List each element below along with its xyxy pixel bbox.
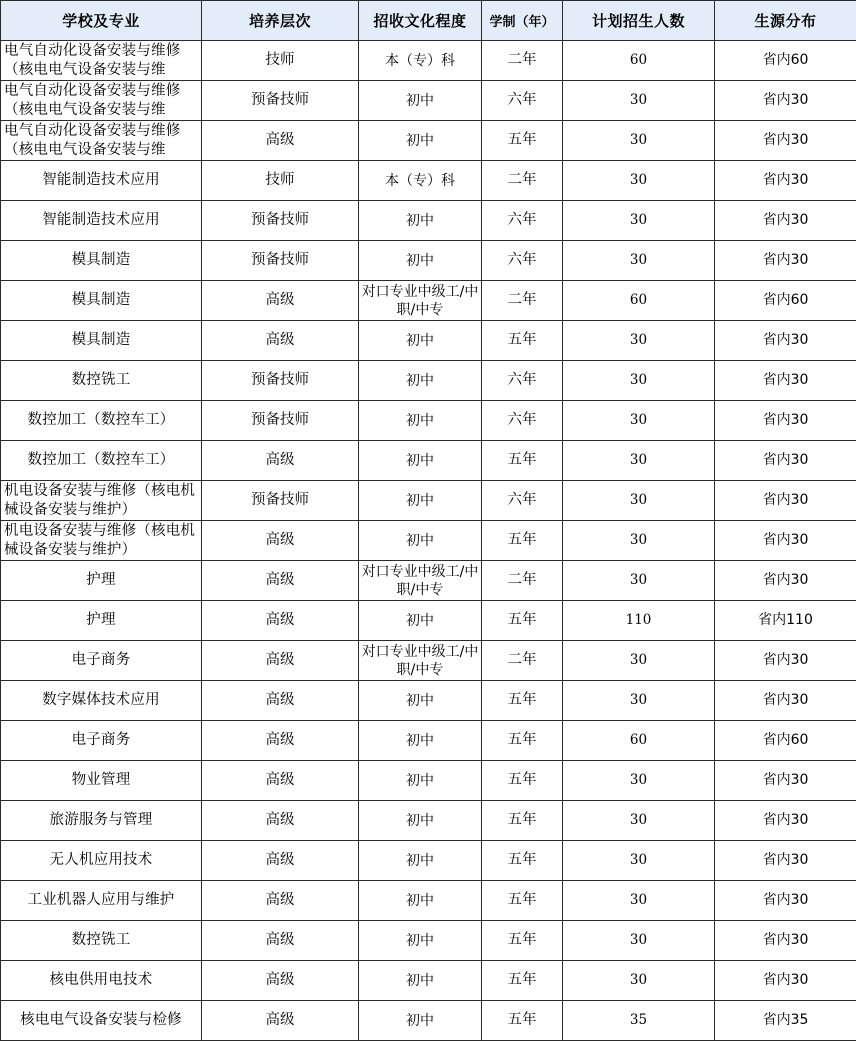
education-cell: 初中: [359, 361, 482, 401]
table-row: [1, 521, 856, 561]
count-cell: 30: [563, 441, 715, 481]
header-education: 招收文化程度: [359, 1, 482, 41]
table-row: [1, 841, 856, 881]
distribution-cell: 省内30: [715, 881, 856, 921]
distribution-cell: 省内110: [715, 601, 856, 641]
years-cell: 二年: [482, 281, 563, 321]
level-cell: 高级: [202, 681, 359, 721]
distribution-cell: 省内30: [715, 641, 856, 681]
count-cell: 30: [563, 881, 715, 921]
education-cell: 初中: [359, 241, 482, 281]
years-cell: 五年: [482, 721, 563, 761]
education-cell: 初中: [359, 681, 482, 721]
distribution-cell: 省内60: [715, 41, 856, 81]
header-count: 计划招生人数: [563, 1, 715, 41]
table-row: [1, 241, 856, 281]
level-cell: 高级: [202, 441, 359, 481]
table-row: [1, 561, 856, 601]
education-cell: 初中: [359, 441, 482, 481]
table-row: [1, 81, 856, 121]
years-cell: 五年: [482, 601, 563, 641]
years-cell: 二年: [482, 641, 563, 681]
level-cell: 高级: [202, 721, 359, 761]
table-row: [1, 721, 856, 761]
table-row: [1, 41, 856, 81]
education-cell: 对口专业中级工/中职/中专: [359, 281, 482, 321]
count-cell: 60: [563, 281, 715, 321]
count-cell: 30: [563, 361, 715, 401]
education-cell: 初中: [359, 961, 482, 1001]
distribution-cell: 省内30: [715, 921, 856, 961]
count-cell: 60: [563, 721, 715, 761]
major-cell: 电子商务: [1, 721, 202, 761]
level-cell: 高级: [202, 321, 359, 361]
major-text: 机电设备安装与维修（核电机械设备安装与维护）: [4, 522, 196, 558]
table-row: [1, 401, 856, 441]
table-header: [1, 1, 856, 41]
level-cell: 技师: [202, 161, 359, 201]
years-cell: 二年: [482, 41, 563, 81]
table-row: [1, 201, 856, 241]
distribution-cell: 省内30: [715, 561, 856, 601]
major-cell: 数控铣工: [1, 921, 202, 961]
major-cell: 模具制造: [1, 281, 202, 321]
table-row: [1, 281, 856, 321]
level-cell: 高级: [202, 881, 359, 921]
years-cell: 五年: [482, 1001, 563, 1041]
years-cell: 二年: [482, 561, 563, 601]
education-cell: 对口专业中级工/中职/中专: [359, 561, 482, 601]
distribution-cell: 省内60: [715, 721, 856, 761]
level-cell: 高级: [202, 921, 359, 961]
major-cell: 核电电气设备安装与检修: [1, 1001, 202, 1041]
years-cell: 五年: [482, 881, 563, 921]
education-cell: 初中: [359, 401, 482, 441]
table-body: [1, 41, 856, 1041]
distribution-cell: 省内35: [715, 1001, 856, 1041]
years-cell: 五年: [482, 801, 563, 841]
level-cell: 高级: [202, 961, 359, 1001]
years-cell: 二年: [482, 161, 563, 201]
years-cell: 五年: [482, 321, 563, 361]
major-cell: [1, 81, 202, 121]
count-cell: 30: [563, 521, 715, 561]
distribution-cell: 省内30: [715, 81, 856, 121]
education-cell: 初中: [359, 841, 482, 881]
count-cell: 30: [563, 801, 715, 841]
count-cell: 30: [563, 241, 715, 281]
distribution-cell: 省内30: [715, 241, 856, 281]
major-text: 电气自动化设备安装与维修（核电电气设备安装与维: [4, 122, 181, 158]
header-distribution: 生源分布: [715, 1, 856, 41]
years-cell: 五年: [482, 121, 563, 161]
major-cell: 物业管理: [1, 761, 202, 801]
table-row: [1, 321, 856, 361]
level-cell: 预备技师: [202, 401, 359, 441]
level-cell: 预备技师: [202, 201, 359, 241]
header-years: 学制（年）: [482, 1, 563, 41]
level-cell: 高级: [202, 561, 359, 601]
distribution-cell: 省内30: [715, 681, 856, 721]
level-cell: 高级: [202, 641, 359, 681]
level-cell: 高级: [202, 281, 359, 321]
level-cell: 高级: [202, 1001, 359, 1041]
education-cell: 初中: [359, 521, 482, 561]
level-cell: 预备技师: [202, 481, 359, 521]
table-row: [1, 1001, 856, 1041]
education-cell: 本（专）科: [359, 41, 482, 81]
major-cell: 数控加工（数控车工）: [1, 441, 202, 481]
years-cell: 六年: [482, 361, 563, 401]
major-cell: [1, 121, 202, 161]
header-row: [1, 1, 856, 41]
distribution-cell: 省内30: [715, 201, 856, 241]
count-cell: 30: [563, 681, 715, 721]
level-cell: 高级: [202, 121, 359, 161]
count-cell: 110: [563, 601, 715, 641]
distribution-cell: 省内30: [715, 801, 856, 841]
table-row: [1, 881, 856, 921]
count-cell: 30: [563, 761, 715, 801]
education-cell: 初中: [359, 601, 482, 641]
header-level: 培养层次: [202, 1, 359, 41]
education-cell: 初中: [359, 201, 482, 241]
count-cell: 30: [563, 161, 715, 201]
major-cell: 数控加工（数控车工）: [1, 401, 202, 441]
table-row: [1, 681, 856, 721]
major-text: 机电设备安装与维修（核电机械设备安装与维护）: [4, 482, 196, 518]
major-cell: 电子商务: [1, 641, 202, 681]
years-cell: 六年: [482, 201, 563, 241]
count-cell: 60: [563, 41, 715, 81]
level-cell: 高级: [202, 521, 359, 561]
major-cell: [1, 41, 202, 81]
years-cell: 五年: [482, 841, 563, 881]
major-cell: 数字媒体技术应用: [1, 681, 202, 721]
count-cell: 30: [563, 401, 715, 441]
education-cell: 初中: [359, 801, 482, 841]
distribution-cell: 省内30: [715, 521, 856, 561]
level-cell: 高级: [202, 761, 359, 801]
education-cell: 初中: [359, 721, 482, 761]
table-row: [1, 761, 856, 801]
education-cell: 初中: [359, 121, 482, 161]
years-cell: 五年: [482, 961, 563, 1001]
table-row: [1, 801, 856, 841]
major-cell: 护理: [1, 601, 202, 641]
major-cell: 模具制造: [1, 321, 202, 361]
education-cell: 初中: [359, 881, 482, 921]
major-cell: 模具制造: [1, 241, 202, 281]
count-cell: 30: [563, 321, 715, 361]
major-text: 电气自动化设备安装与维修（核电电气设备安装与维: [4, 82, 181, 118]
table-row: [1, 161, 856, 201]
distribution-cell: 省内60: [715, 281, 856, 321]
count-cell: 30: [563, 81, 715, 121]
count-cell: 30: [563, 641, 715, 681]
major-cell: 无人机应用技术: [1, 841, 202, 881]
count-cell: 30: [563, 921, 715, 961]
years-cell: 五年: [482, 521, 563, 561]
education-cell: 初中: [359, 481, 482, 521]
major-cell: 核电供用电技术: [1, 961, 202, 1001]
major-cell: 工业机器人应用与维护: [1, 881, 202, 921]
major-cell: 智能制造技术应用: [1, 161, 202, 201]
distribution-cell: 省内30: [715, 401, 856, 441]
table-row: [1, 361, 856, 401]
count-cell: 30: [563, 481, 715, 521]
distribution-cell: 省内30: [715, 481, 856, 521]
education-cell: 对口专业中级工/中职/中专: [359, 641, 482, 681]
distribution-cell: 省内30: [715, 841, 856, 881]
table-row: [1, 481, 856, 521]
distribution-cell: 省内30: [715, 761, 856, 801]
table-row: [1, 641, 856, 681]
level-cell: 高级: [202, 841, 359, 881]
major-cell: 数控铣工: [1, 361, 202, 401]
years-cell: 五年: [482, 761, 563, 801]
table-row: [1, 921, 856, 961]
table-row: [1, 121, 856, 161]
level-cell: 高级: [202, 601, 359, 641]
education-cell: 初中: [359, 1001, 482, 1041]
level-cell: 高级: [202, 801, 359, 841]
years-cell: 五年: [482, 921, 563, 961]
major-cell: [1, 481, 202, 521]
distribution-cell: 省内30: [715, 361, 856, 401]
education-cell: 初中: [359, 921, 482, 961]
years-cell: 六年: [482, 481, 563, 521]
count-cell: 30: [563, 561, 715, 601]
years-cell: 五年: [482, 441, 563, 481]
table-row: [1, 961, 856, 1001]
education-cell: 初中: [359, 321, 482, 361]
count-cell: 30: [563, 121, 715, 161]
major-cell: [1, 521, 202, 561]
level-cell: 预备技师: [202, 241, 359, 281]
years-cell: 六年: [482, 241, 563, 281]
distribution-cell: 省内30: [715, 961, 856, 1001]
level-cell: 技师: [202, 41, 359, 81]
major-cell: 护理: [1, 561, 202, 601]
education-cell: 本（专）科: [359, 161, 482, 201]
education-cell: 初中: [359, 81, 482, 121]
table-row: [1, 601, 856, 641]
count-cell: 30: [563, 201, 715, 241]
major-text: 电气自动化设备安装与维修（核电电气设备安装与维: [4, 42, 181, 78]
header-major: 学校及专业: [1, 1, 202, 41]
years-cell: 五年: [482, 681, 563, 721]
count-cell: 35: [563, 1001, 715, 1041]
distribution-cell: 省内30: [715, 321, 856, 361]
years-cell: 六年: [482, 81, 563, 121]
education-cell: 初中: [359, 761, 482, 801]
level-cell: 预备技师: [202, 361, 359, 401]
count-cell: 30: [563, 961, 715, 1001]
table-row: [1, 441, 856, 481]
count-cell: 30: [563, 841, 715, 881]
distribution-cell: 省内30: [715, 441, 856, 481]
major-cell: 旅游服务与管理: [1, 801, 202, 841]
major-cell: 智能制造技术应用: [1, 201, 202, 241]
distribution-cell: 省内30: [715, 161, 856, 201]
years-cell: 六年: [482, 401, 563, 441]
distribution-cell: 省内30: [715, 121, 856, 161]
level-cell: 预备技师: [202, 81, 359, 121]
